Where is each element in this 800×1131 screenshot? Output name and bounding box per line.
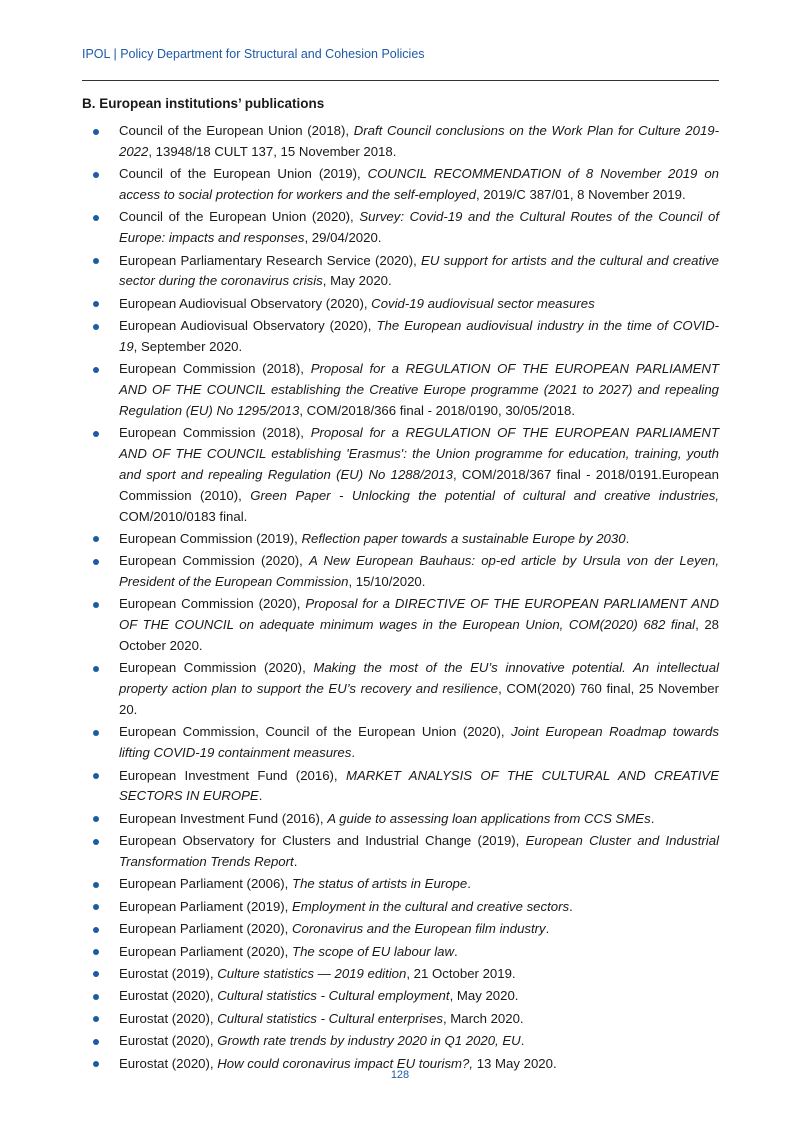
reference-item <box>82 251 719 293</box>
reference-details: COM/2010/0183 final. <box>119 508 248 524</box>
bullet-icon <box>93 816 99 822</box>
reference-item <box>82 809 719 830</box>
reference-item <box>82 942 719 963</box>
bullet-icon <box>93 172 99 178</box>
reference-title: A guide to assessing loan applications from CCS SMEs <box>327 810 651 826</box>
reference-item <box>82 423 719 527</box>
reference-title: Joint European Roadmap towards lifting COVID-19 containment measures <box>119 724 719 761</box>
section-title: B. European institutions’ publications <box>82 96 325 111</box>
reference-author: European Commission (2020), <box>119 553 309 569</box>
reference-details: . <box>454 943 458 959</box>
bullet-icon <box>93 324 99 330</box>
reference-author: European Commission (2020), <box>119 596 306 612</box>
reference-details: , 13948/18 CULT 137, 15 November 2018. <box>148 143 397 159</box>
bullet-icon <box>93 301 99 307</box>
reference-title: Survey: Covid-19 and the Cultural Routes of the Council of Europe: impacts and responses <box>119 209 720 246</box>
bullet-icon <box>93 1039 99 1045</box>
page-number: 128 <box>390 1069 410 1081</box>
bullet-icon <box>93 602 99 608</box>
reference-title: Growth rate trends by industry 2020 in Q1 2020, EU <box>217 1033 521 1049</box>
reference-author: European Parliament (2019), <box>119 898 293 914</box>
reference-title: Cultural statistics - Cultural employment <box>217 988 450 1004</box>
reference-author: Council of the European Union (2018), <box>119 123 354 138</box>
reference-item <box>82 1009 719 1030</box>
reference-details: , COM/2018/367 final - 2018/0191.European Commission (2010), <box>119 466 719 503</box>
reference-author: European Parliamentary Research Service (2020), <box>119 252 422 268</box>
bullet-icon <box>93 773 99 779</box>
reference-title: Green Paper - Unlocking the potential of cultural and creative industries, <box>250 487 720 503</box>
reference-details: , COM/2018/366 final - 2018/0190, 30/05/2018. <box>299 402 576 418</box>
reference-item <box>82 874 719 895</box>
bullet-icon <box>93 949 99 955</box>
reference-details: . <box>545 921 550 937</box>
reference-title: COUNCIL RECOMMENDATION of 8 November 2019 on access to social protection for workers and the self-employed <box>119 166 720 202</box>
reference-item <box>82 294 719 315</box>
reference-item <box>82 658 719 720</box>
reference-title: EU support for artists and the cultural and creative sector during the coronavirus crisis <box>119 252 719 289</box>
bullet-icon <box>93 839 99 845</box>
reference-item <box>82 121 719 163</box>
bullet-icon <box>93 559 99 565</box>
reference-details: . <box>650 810 655 826</box>
reference-author: European Commission (2019), <box>119 530 302 546</box>
reference-author: European Parliament (2006), <box>119 876 293 892</box>
reference-title: The status of artists in Europe <box>292 876 468 892</box>
reference-item <box>82 316 719 358</box>
bullet-icon <box>93 215 99 221</box>
reference-author: European Commission (2018), <box>119 425 311 441</box>
reference-details: . <box>351 745 356 761</box>
bullet-icon <box>93 730 99 736</box>
reference-title: Cultural statistics - Cultural enterprises <box>217 1010 443 1026</box>
reference-item <box>82 207 719 249</box>
bullet-icon <box>93 1016 99 1022</box>
bullet-icon <box>93 258 99 264</box>
bullet-icon <box>93 129 99 135</box>
reference-details: . <box>625 530 630 546</box>
reference-title: A New European Bauhaus: op-ed article by Ursula von der Leyen, President of the European Commission <box>119 553 719 590</box>
reference-title: Making the most of the EU’s innovative potential. An intellectual property action plan to support the EU’s recovery and resilience <box>119 660 719 697</box>
reference-details: . <box>569 898 573 914</box>
bullet-icon <box>93 536 99 542</box>
reference-details: . <box>293 854 298 869</box>
reference-title: MARKET ANALYSIS OF THE CULTURAL AND CREATIVE SECTORS IN EUROPE <box>119 767 719 804</box>
reference-item <box>82 897 719 918</box>
reference-author: European Commission (2018), <box>119 361 311 377</box>
reference-details: , 29/04/2020. <box>304 230 382 246</box>
reference-item <box>82 986 719 1007</box>
reference-details: , May 2020. <box>322 273 392 289</box>
reference-title: How could coronavirus impact EU tourism?, <box>217 1055 474 1071</box>
reference-author: Eurostat (2020), <box>119 1033 218 1049</box>
reference-details: , COM(2020) 760 final, 25 November 20. <box>119 681 719 718</box>
reference-title: Proposal for a DIRECTIVE OF THE EUROPEAN PARLIAMENT AND OF THE COUNCIL on adequate minimum wages in the European Union, COM(2020) 682 final <box>119 596 720 633</box>
reference-item <box>82 551 719 593</box>
reference-list <box>82 121 719 1076</box>
reference-title: Reflection paper towards a sustainable Europe by 2030 <box>301 530 626 546</box>
reference-author: European Audiovisual Observatory (2020), <box>119 318 377 334</box>
reference-author: Council of the European Union (2019), <box>119 166 368 182</box>
reference-author: European Parliament (2020), <box>119 921 293 937</box>
reference-details: 13 May 2020. <box>473 1055 557 1071</box>
reference-item <box>82 964 719 985</box>
reference-item <box>82 831 719 873</box>
reference-item <box>82 722 719 764</box>
bullet-icon <box>93 666 99 672</box>
reference-title: European Cluster and Industrial Transformation Trends Report <box>119 833 720 869</box>
reference-author: Eurostat (2020), <box>119 1010 218 1026</box>
reference-author: European Parliament (2020), <box>119 943 293 959</box>
reference-author: Eurostat (2019), <box>119 965 218 981</box>
reference-title: Coronavirus and the European film industry <box>292 921 546 937</box>
reference-details: . <box>258 788 263 804</box>
reference-author: Eurostat (2020), <box>119 1055 218 1071</box>
header-divider <box>82 80 719 81</box>
reference-item <box>82 1031 719 1052</box>
reference-item <box>82 594 719 656</box>
bullet-icon <box>93 1061 99 1067</box>
reference-author: European Investment Fund (2016), <box>119 810 328 826</box>
reference-item <box>82 359 719 421</box>
running-header: IPOL | Policy Department for Structural and Cohesion Policies <box>82 47 425 61</box>
reference-author: European Investment Fund (2016), <box>119 767 346 783</box>
reference-author: Council of the European Union (2020), <box>119 209 360 225</box>
reference-item <box>82 164 719 206</box>
bullet-icon <box>93 431 99 437</box>
reference-author: European Observatory for Clusters and Industrial Change (2019), <box>119 833 526 849</box>
bullet-icon <box>93 927 99 933</box>
reference-item <box>82 529 719 550</box>
reference-title: Employment in the cultural and creative sectors <box>292 898 570 914</box>
reference-details: . <box>520 1033 525 1049</box>
reference-title: Covid-19 audiovisual sector measures <box>371 295 595 311</box>
bullet-icon <box>93 904 99 910</box>
reference-author: European Audiovisual Observatory (2020), <box>119 295 372 311</box>
bullet-icon <box>93 994 99 1000</box>
reference-details: . <box>467 876 471 892</box>
reference-details: , September 2020. <box>133 338 243 354</box>
reference-author: Eurostat (2020), <box>119 988 218 1004</box>
bullet-icon <box>93 882 99 888</box>
reference-title: Culture statistics — 2019 edition <box>217 965 407 981</box>
reference-title: Proposal for a REGULATION OF THE EUROPEAN PARLIAMENT AND OF THE COUNCIL establishing 'Erasmus': the Union programme for education, training, youth and sport and repealing Regulation (EU) No 1288/2013 <box>119 425 719 482</box>
reference-details: , 2019/C 387/01, 8 November 2019. <box>475 186 686 202</box>
reference-item <box>82 766 719 808</box>
reference-details: , May 2020. <box>449 988 519 1004</box>
reference-item <box>82 919 719 940</box>
reference-details: , 28 October 2020. <box>119 617 720 654</box>
reference-details: , 15/10/2020. <box>348 574 426 590</box>
reference-author: European Commission, Council of the European Union (2020), <box>119 724 512 740</box>
reference-details: , March 2020. <box>442 1010 524 1026</box>
reference-title: Proposal for a REGULATION OF THE EUROPEAN PARLIAMENT AND OF THE COUNCIL establishing the Creative Europe programme (2021 to 2027) and repealing Regulation (EU) No 1295/2013 <box>119 361 719 418</box>
reference-title: Draft Council conclusions on the Work Plan for Culture 2019-2022 <box>119 123 719 159</box>
reference-title: The European audiovisual industry in the time of COVID-19 <box>119 318 719 354</box>
bullet-icon <box>93 367 99 373</box>
reference-details: , 21 October 2019. <box>406 965 516 981</box>
bullet-icon <box>93 971 99 977</box>
reference-author: European Commission (2020), <box>119 660 314 676</box>
reference-title: The scope of EU labour law <box>292 943 455 959</box>
